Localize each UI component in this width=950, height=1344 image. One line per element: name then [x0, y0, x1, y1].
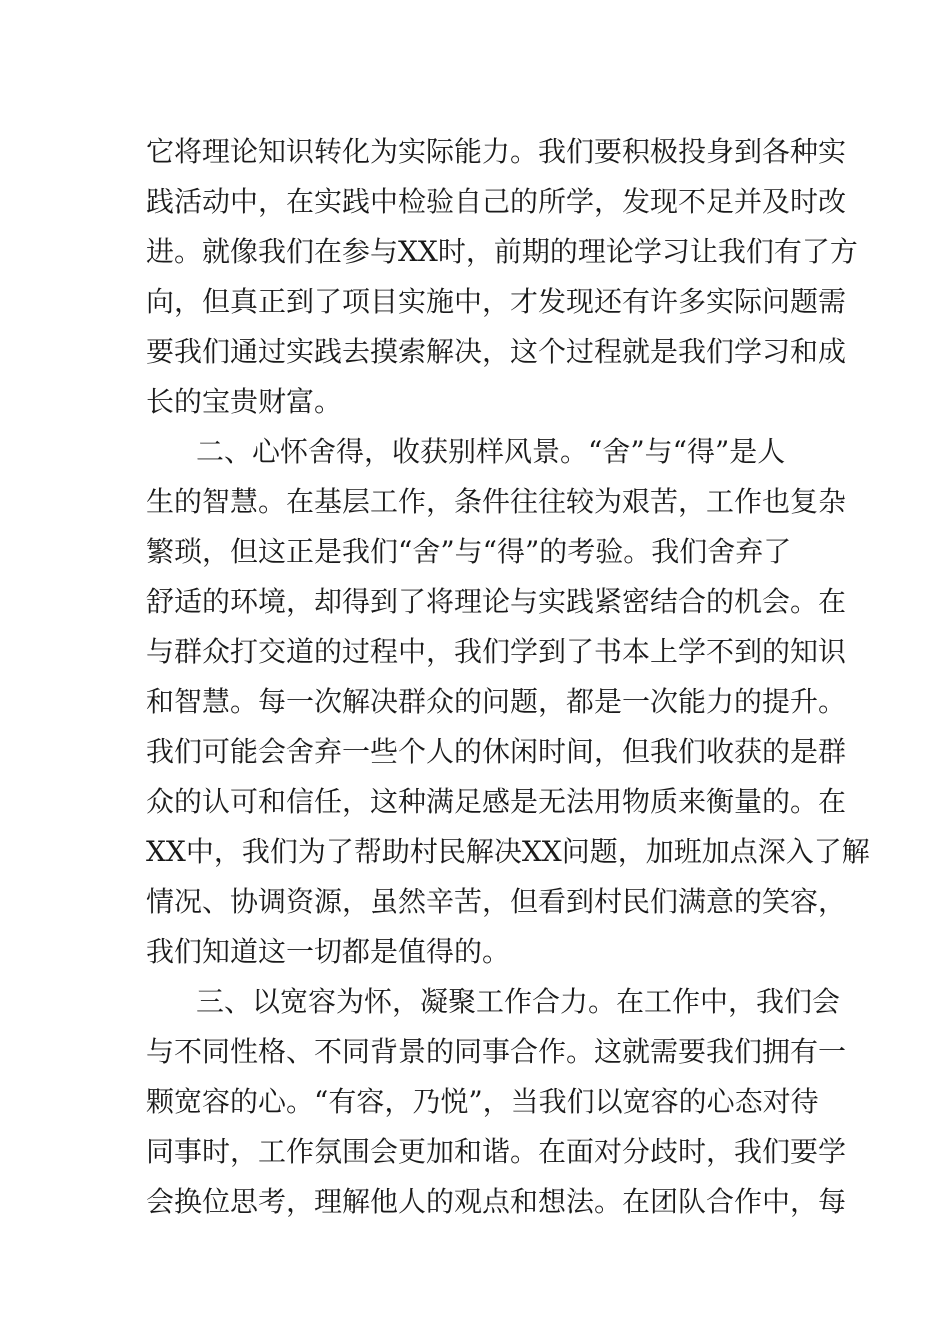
text-line: 我们知道这一切都是值得的。: [146, 935, 511, 968]
text-line: 与群众打交道的过程中，我们学到了书本上学不到的知识: [146, 635, 847, 668]
paragraph-heading-3: 三、以宽容为怀，凝聚工作合力。在工作中，我们会: [196, 985, 841, 1018]
text-line: XX中，我们为了帮助村民解决XX问题，加班加点深入了解: [146, 835, 870, 868]
text-line: 和智慧。每一次解决群众的问题，都是一次能力的提升。: [146, 685, 847, 718]
text-line: 长的宝贵财富。: [146, 385, 343, 418]
text-line: 颗宽容的心。“有容，乃悦”，当我们以宽容的心态对待: [146, 1085, 819, 1118]
text-line: 践活动中，在实践中检验自己的所学，发现不足并及时改: [146, 185, 847, 218]
text-line: 舒适的环境，却得到了将理论与实践紧密结合的机会。在: [146, 585, 847, 618]
text-line: 向，但真正到了项目实施中，才发现还有许多实际问题需: [146, 285, 847, 318]
text-line: 情况、协调资源，虽然辛苦，但看到村民们满意的笑容，: [146, 885, 847, 918]
text-line: 会换位思考，理解他人的观点和想法。在团队合作中，每: [146, 1185, 847, 1218]
text-line: 与不同性格、不同背景的同事合作。这就需要我们拥有一: [146, 1035, 847, 1068]
text-line: 它将理论知识转化为实际能力。我们要积极投身到各种实: [146, 135, 847, 168]
text-line: 进。就像我们在参与XX时，前期的理论学习让我们有了方: [146, 235, 858, 268]
text-line: 生的智慧。在基层工作，条件往往较为艰苦，工作也复杂: [146, 485, 847, 518]
text-line: 同事时，工作氛围会更加和谐。在面对分歧时，我们要学: [146, 1135, 847, 1168]
paragraph-heading-2: 二、心怀舍得，收获别样风景。“舍”与“得”是人: [196, 435, 786, 468]
text-line: 繁琐，但这正是我们“舍”与“得”的考验。我们舍弃了: [146, 535, 792, 568]
text-line: 要我们通过实践去摸索解决，这个过程就是我们学习和成: [146, 335, 847, 368]
text-line: 我们可能会舍弃一些个人的休闲时间，但我们收获的是群: [146, 735, 847, 768]
text-line: 众的认可和信任，这种满足感是无法用物质来衡量的。在: [146, 785, 847, 818]
